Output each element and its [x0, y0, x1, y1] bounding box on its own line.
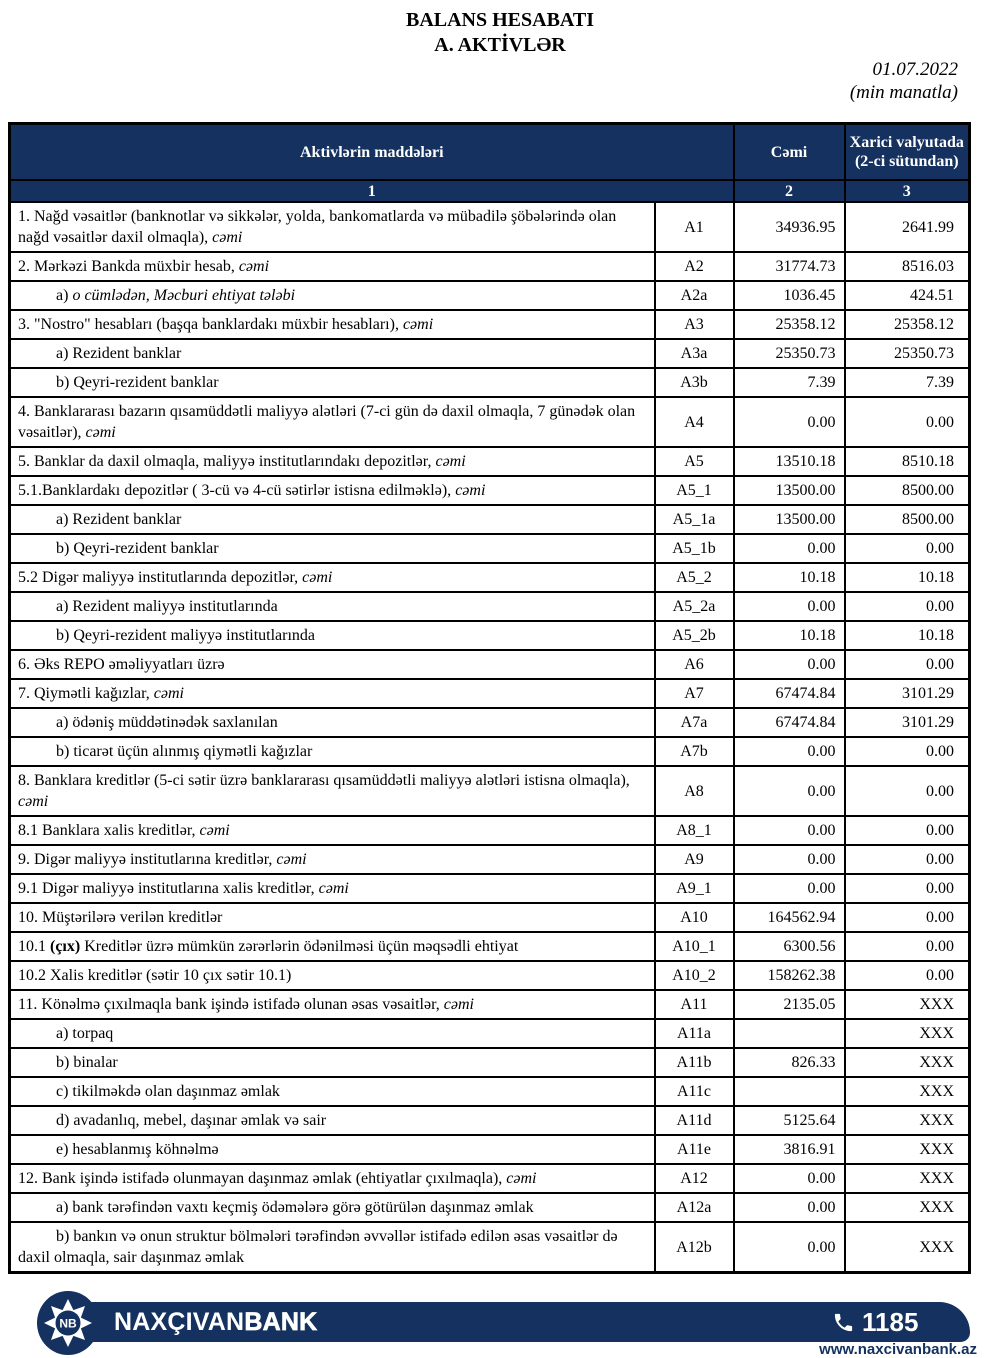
row-foreign: 0.00	[845, 766, 970, 816]
row-code: A7a	[655, 708, 734, 737]
website-url: www.naxcivanbank.az	[819, 1341, 977, 1358]
page-title	[0, 8, 1000, 58]
bank-name-part2: BANK	[244, 1307, 318, 1336]
row-total	[734, 1019, 845, 1048]
row-code: A11c	[655, 1077, 734, 1106]
row-label: 8. Banklara kreditlər (5-ci sətir üzrə banklararası qısamüddətli maliyyə alətləri istisna olmaqla), cəmi	[10, 766, 655, 816]
table-row	[10, 816, 970, 845]
row-foreign: XXX	[845, 1222, 970, 1273]
row-label: 5. Banklar da daxil olmaqla, maliyyə institutlarındakı depozitlər, cəmi	[10, 447, 655, 476]
row-code: A12b	[655, 1222, 734, 1273]
table-row	[10, 397, 970, 447]
table-row	[10, 961, 970, 990]
table-row	[10, 310, 970, 339]
row-foreign: 0.00	[845, 534, 970, 563]
row-code: A10	[655, 903, 734, 932]
row-foreign: 8500.00	[845, 505, 970, 534]
table-row	[10, 766, 970, 816]
row-code: A6	[655, 650, 734, 679]
row-total: 6300.56	[734, 932, 845, 961]
row-total: 0.00	[734, 737, 845, 766]
row-foreign: XXX	[845, 1193, 970, 1222]
row-foreign: 10.18	[845, 563, 970, 592]
logo-monogram: NB	[59, 1316, 77, 1331]
table-row	[10, 708, 970, 737]
row-code: A2a	[655, 281, 734, 310]
row-code: A10_1	[655, 932, 734, 961]
row-foreign: 0.00	[845, 397, 970, 447]
row-label: e) hesablanmış köhnəlmə	[10, 1135, 655, 1164]
table-row	[10, 505, 970, 534]
row-total: 31774.73	[734, 252, 845, 281]
row-total: 0.00	[734, 650, 845, 679]
row-label: 5.1.Banklardakı depozitlər ( 3-cü və 4-cü sətirlər istisna edilməklə), cəmi	[10, 476, 655, 505]
row-label: a) o cümlədən, Məcburi ehtiyat tələbi	[10, 281, 655, 310]
row-label: a) torpaq	[10, 1019, 655, 1048]
assets-table-body	[10, 202, 970, 1273]
phone-block	[832, 1302, 942, 1342]
row-code: A5_1	[655, 476, 734, 505]
table-row	[10, 621, 970, 650]
naxcivanbank-logo-icon	[36, 1290, 100, 1356]
bank-name	[114, 1302, 317, 1342]
row-total: 0.00	[734, 766, 845, 816]
assets-table	[8, 122, 971, 1274]
row-foreign: XXX	[845, 1106, 970, 1135]
row-label: 10.2 Xalis kreditlər (sətir 10 çıx sətir 10.1)	[10, 961, 655, 990]
col-header-foreign: Xarici valyutada (2-ci sütundan)	[845, 124, 970, 181]
row-total: 34936.95	[734, 202, 845, 252]
table-row	[10, 281, 970, 310]
row-code: A9_1	[655, 874, 734, 903]
table-row	[10, 476, 970, 505]
row-foreign: XXX	[845, 1135, 970, 1164]
row-foreign: 0.00	[845, 650, 970, 679]
row-total: 0.00	[734, 534, 845, 563]
table-row	[10, 932, 970, 961]
row-foreign: 0.00	[845, 961, 970, 990]
table-row	[10, 903, 970, 932]
row-foreign: 8510.18	[845, 447, 970, 476]
row-code: A12	[655, 1164, 734, 1193]
row-code: A3	[655, 310, 734, 339]
row-total: 0.00	[734, 592, 845, 621]
table-row	[10, 1135, 970, 1164]
row-total: 13500.00	[734, 505, 845, 534]
row-code: A7b	[655, 737, 734, 766]
title-line-1: BALANS HESABATI	[405, 9, 595, 31]
row-code: A11b	[655, 1048, 734, 1077]
row-code: A5_2b	[655, 621, 734, 650]
row-code: A3a	[655, 339, 734, 368]
row-total: 10.18	[734, 563, 845, 592]
row-foreign: XXX	[845, 1164, 970, 1193]
row-total: 13510.18	[734, 447, 845, 476]
table-row	[10, 534, 970, 563]
row-code: A11a	[655, 1019, 734, 1048]
row-total: 0.00	[734, 1222, 845, 1273]
row-code: A5	[655, 447, 734, 476]
row-label: 1. Nağd vəsaitlər (banknotlar və sikkələr, yolda, bankomatlarda və mübadilə şöbələrində olan nağd vəsaitlər daxil olmaqla), cəmi	[10, 202, 655, 252]
row-label: 4. Banklararası bazarın qısamüddətli maliyyə alətləri (7-ci gün də daxil olmaqla, 7 günədək olan vəsaitlər), cəmi	[10, 397, 655, 447]
table-row	[10, 563, 970, 592]
row-total: 158262.38	[734, 961, 845, 990]
row-foreign: 0.00	[845, 737, 970, 766]
row-code: A10_2	[655, 961, 734, 990]
row-total: 7.39	[734, 368, 845, 397]
row-foreign: 0.00	[845, 816, 970, 845]
report-date: 01.07.2022	[872, 59, 958, 80]
report-meta	[0, 58, 958, 104]
row-label: a) ödəniş müddətinədək saxlanılan	[10, 708, 655, 737]
row-code: A11	[655, 990, 734, 1019]
row-foreign: 25350.73	[845, 339, 970, 368]
table-row	[10, 1048, 970, 1077]
phone-icon	[832, 1311, 855, 1334]
row-total: 13500.00	[734, 476, 845, 505]
row-label: b) ticarət üçün alınmış qiymətli kağızlar	[10, 737, 655, 766]
row-label: 3. "Nostro" hesabları (başqa banklardakı müxbir hesabları), cəmi	[10, 310, 655, 339]
table-row	[10, 1193, 970, 1222]
row-total: 0.00	[734, 397, 845, 447]
row-foreign: XXX	[845, 1019, 970, 1048]
row-foreign: 7.39	[845, 368, 970, 397]
row-code: A7	[655, 679, 734, 708]
phone-number: 1185	[862, 1306, 919, 1337]
row-label: 12. Bank işində istifadə olunmayan daşınmaz əmlak (ehtiyatlar çıxılmaqla), cəmi	[10, 1164, 655, 1193]
table-row	[10, 737, 970, 766]
row-code: A5_1b	[655, 534, 734, 563]
row-code: A5_2	[655, 563, 734, 592]
row-foreign: 0.00	[845, 845, 970, 874]
row-code: A3b	[655, 368, 734, 397]
row-label: a) Rezident banklar	[10, 339, 655, 368]
row-label: b) Qeyri-rezident maliyyə institutlarında	[10, 621, 655, 650]
row-code: A4	[655, 397, 734, 447]
table-row	[10, 252, 970, 281]
row-code: A8_1	[655, 816, 734, 845]
row-total: 3816.91	[734, 1135, 845, 1164]
table-row	[10, 1222, 970, 1273]
row-label: a) Rezident banklar	[10, 505, 655, 534]
row-foreign: 3101.29	[845, 679, 970, 708]
row-total: 1036.45	[734, 281, 845, 310]
row-label: 9. Digər maliyyə institutlarına kreditlər, cəmi	[10, 845, 655, 874]
row-total: 0.00	[734, 1164, 845, 1193]
row-label: b) Qeyri-rezident banklar	[10, 368, 655, 397]
row-label: 9.1 Digər maliyyə institutlarına xalis kreditlər, cəmi	[10, 874, 655, 903]
row-foreign: 0.00	[845, 592, 970, 621]
row-label: 2. Mərkəzi Bankda müxbir hesab, cəmi	[10, 252, 655, 281]
col-header-total: Cəmi	[734, 124, 845, 181]
table-row	[10, 845, 970, 874]
row-foreign: 0.00	[845, 903, 970, 932]
row-label: b) binalar	[10, 1048, 655, 1077]
row-total: 25358.12	[734, 310, 845, 339]
table-row	[10, 1077, 970, 1106]
row-code: A5_1a	[655, 505, 734, 534]
row-foreign: 424.51	[845, 281, 970, 310]
table-row	[10, 990, 970, 1019]
table-header-row	[10, 124, 970, 181]
row-label: d) avadanlıq, mebel, daşınar əmlak və sair	[10, 1106, 655, 1135]
row-code: A1	[655, 202, 734, 252]
row-code: A9	[655, 845, 734, 874]
table-row	[10, 1164, 970, 1193]
row-foreign: 8516.03	[845, 252, 970, 281]
row-total: 2135.05	[734, 990, 845, 1019]
row-foreign: XXX	[845, 990, 970, 1019]
row-label: a) bank tərəfindən vaxtı keçmiş ödəmələrə görə götürülən daşınmaz əmlak	[10, 1193, 655, 1222]
table-row	[10, 1019, 970, 1048]
row-total: 0.00	[734, 1193, 845, 1222]
row-total: 10.18	[734, 621, 845, 650]
col-num-3: 3	[845, 180, 970, 202]
row-foreign: 2641.99	[845, 202, 970, 252]
row-total: 0.00	[734, 845, 845, 874]
row-code: A11e	[655, 1135, 734, 1164]
table-row	[10, 447, 970, 476]
row-foreign: 0.00	[845, 874, 970, 903]
table-row	[10, 679, 970, 708]
row-label: 11. Könəlmə çıxılmaqla bank işində istifadə olunan əsas vəsaitlər, cəmi	[10, 990, 655, 1019]
title-line-2: A. AKTİVLƏR	[434, 34, 566, 56]
table-row	[10, 592, 970, 621]
row-label: c) tikilməkdə olan daşınmaz əmlak	[10, 1077, 655, 1106]
table-colnum-row	[10, 180, 970, 202]
row-label: 5.2 Digər maliyyə institutlarında depozitlər, cəmi	[10, 563, 655, 592]
row-label: 6. Əks REPO əməliyyatları üzrə	[10, 650, 655, 679]
row-foreign: 0.00	[845, 932, 970, 961]
row-total: 0.00	[734, 874, 845, 903]
row-code: A5_2a	[655, 592, 734, 621]
row-label: a) Rezident maliyyə institutlarında	[10, 592, 655, 621]
row-code: A8	[655, 766, 734, 816]
row-label: 8.1 Banklara xalis kreditlər, cəmi	[10, 816, 655, 845]
row-foreign: 25358.12	[845, 310, 970, 339]
table-row	[10, 339, 970, 368]
row-foreign: XXX	[845, 1048, 970, 1077]
row-total	[734, 1077, 845, 1106]
col-num-2: 2	[734, 180, 845, 202]
row-total: 0.00	[734, 816, 845, 845]
unit-note: (min manatla)	[849, 82, 958, 103]
row-label: 10. Müştərilərə verilən kreditlər	[10, 903, 655, 932]
col-header-items: Aktivlərin maddələri	[10, 124, 734, 181]
table-row	[10, 1106, 970, 1135]
table-row	[10, 368, 970, 397]
col-num-1: 1	[10, 180, 734, 202]
row-code: A11d	[655, 1106, 734, 1135]
row-total: 25350.73	[734, 339, 845, 368]
row-total: 67474.84	[734, 708, 845, 737]
table-row	[10, 650, 970, 679]
row-total: 164562.94	[734, 903, 845, 932]
row-foreign: 3101.29	[845, 708, 970, 737]
row-label: b) Qeyri-rezident banklar	[10, 534, 655, 563]
row-label: 10.1 (çıx) Kreditlər üzrə mümkün zərərlərin ödənilməsi üçün məqsədli ehtiyat	[10, 932, 655, 961]
row-code: A12a	[655, 1193, 734, 1222]
row-code: A2	[655, 252, 734, 281]
bank-name-part1: NAXÇIVAN	[114, 1307, 245, 1336]
row-label: b) bankın və onun struktur bölmələri tərəfindən əvvəllər istifadə edilən əsas vəsaitlər də daxil olmaqla, sair daşınmaz əmlak	[10, 1222, 655, 1273]
row-foreign: XXX	[845, 1077, 970, 1106]
table-row	[10, 202, 970, 252]
row-total: 67474.84	[734, 679, 845, 708]
row-foreign: 8500.00	[845, 476, 970, 505]
row-total: 5125.64	[734, 1106, 845, 1135]
row-total: 826.33	[734, 1048, 845, 1077]
table-row	[10, 874, 970, 903]
row-label: 7. Qiymətli kağızlar, cəmi	[10, 679, 655, 708]
row-foreign: 10.18	[845, 621, 970, 650]
